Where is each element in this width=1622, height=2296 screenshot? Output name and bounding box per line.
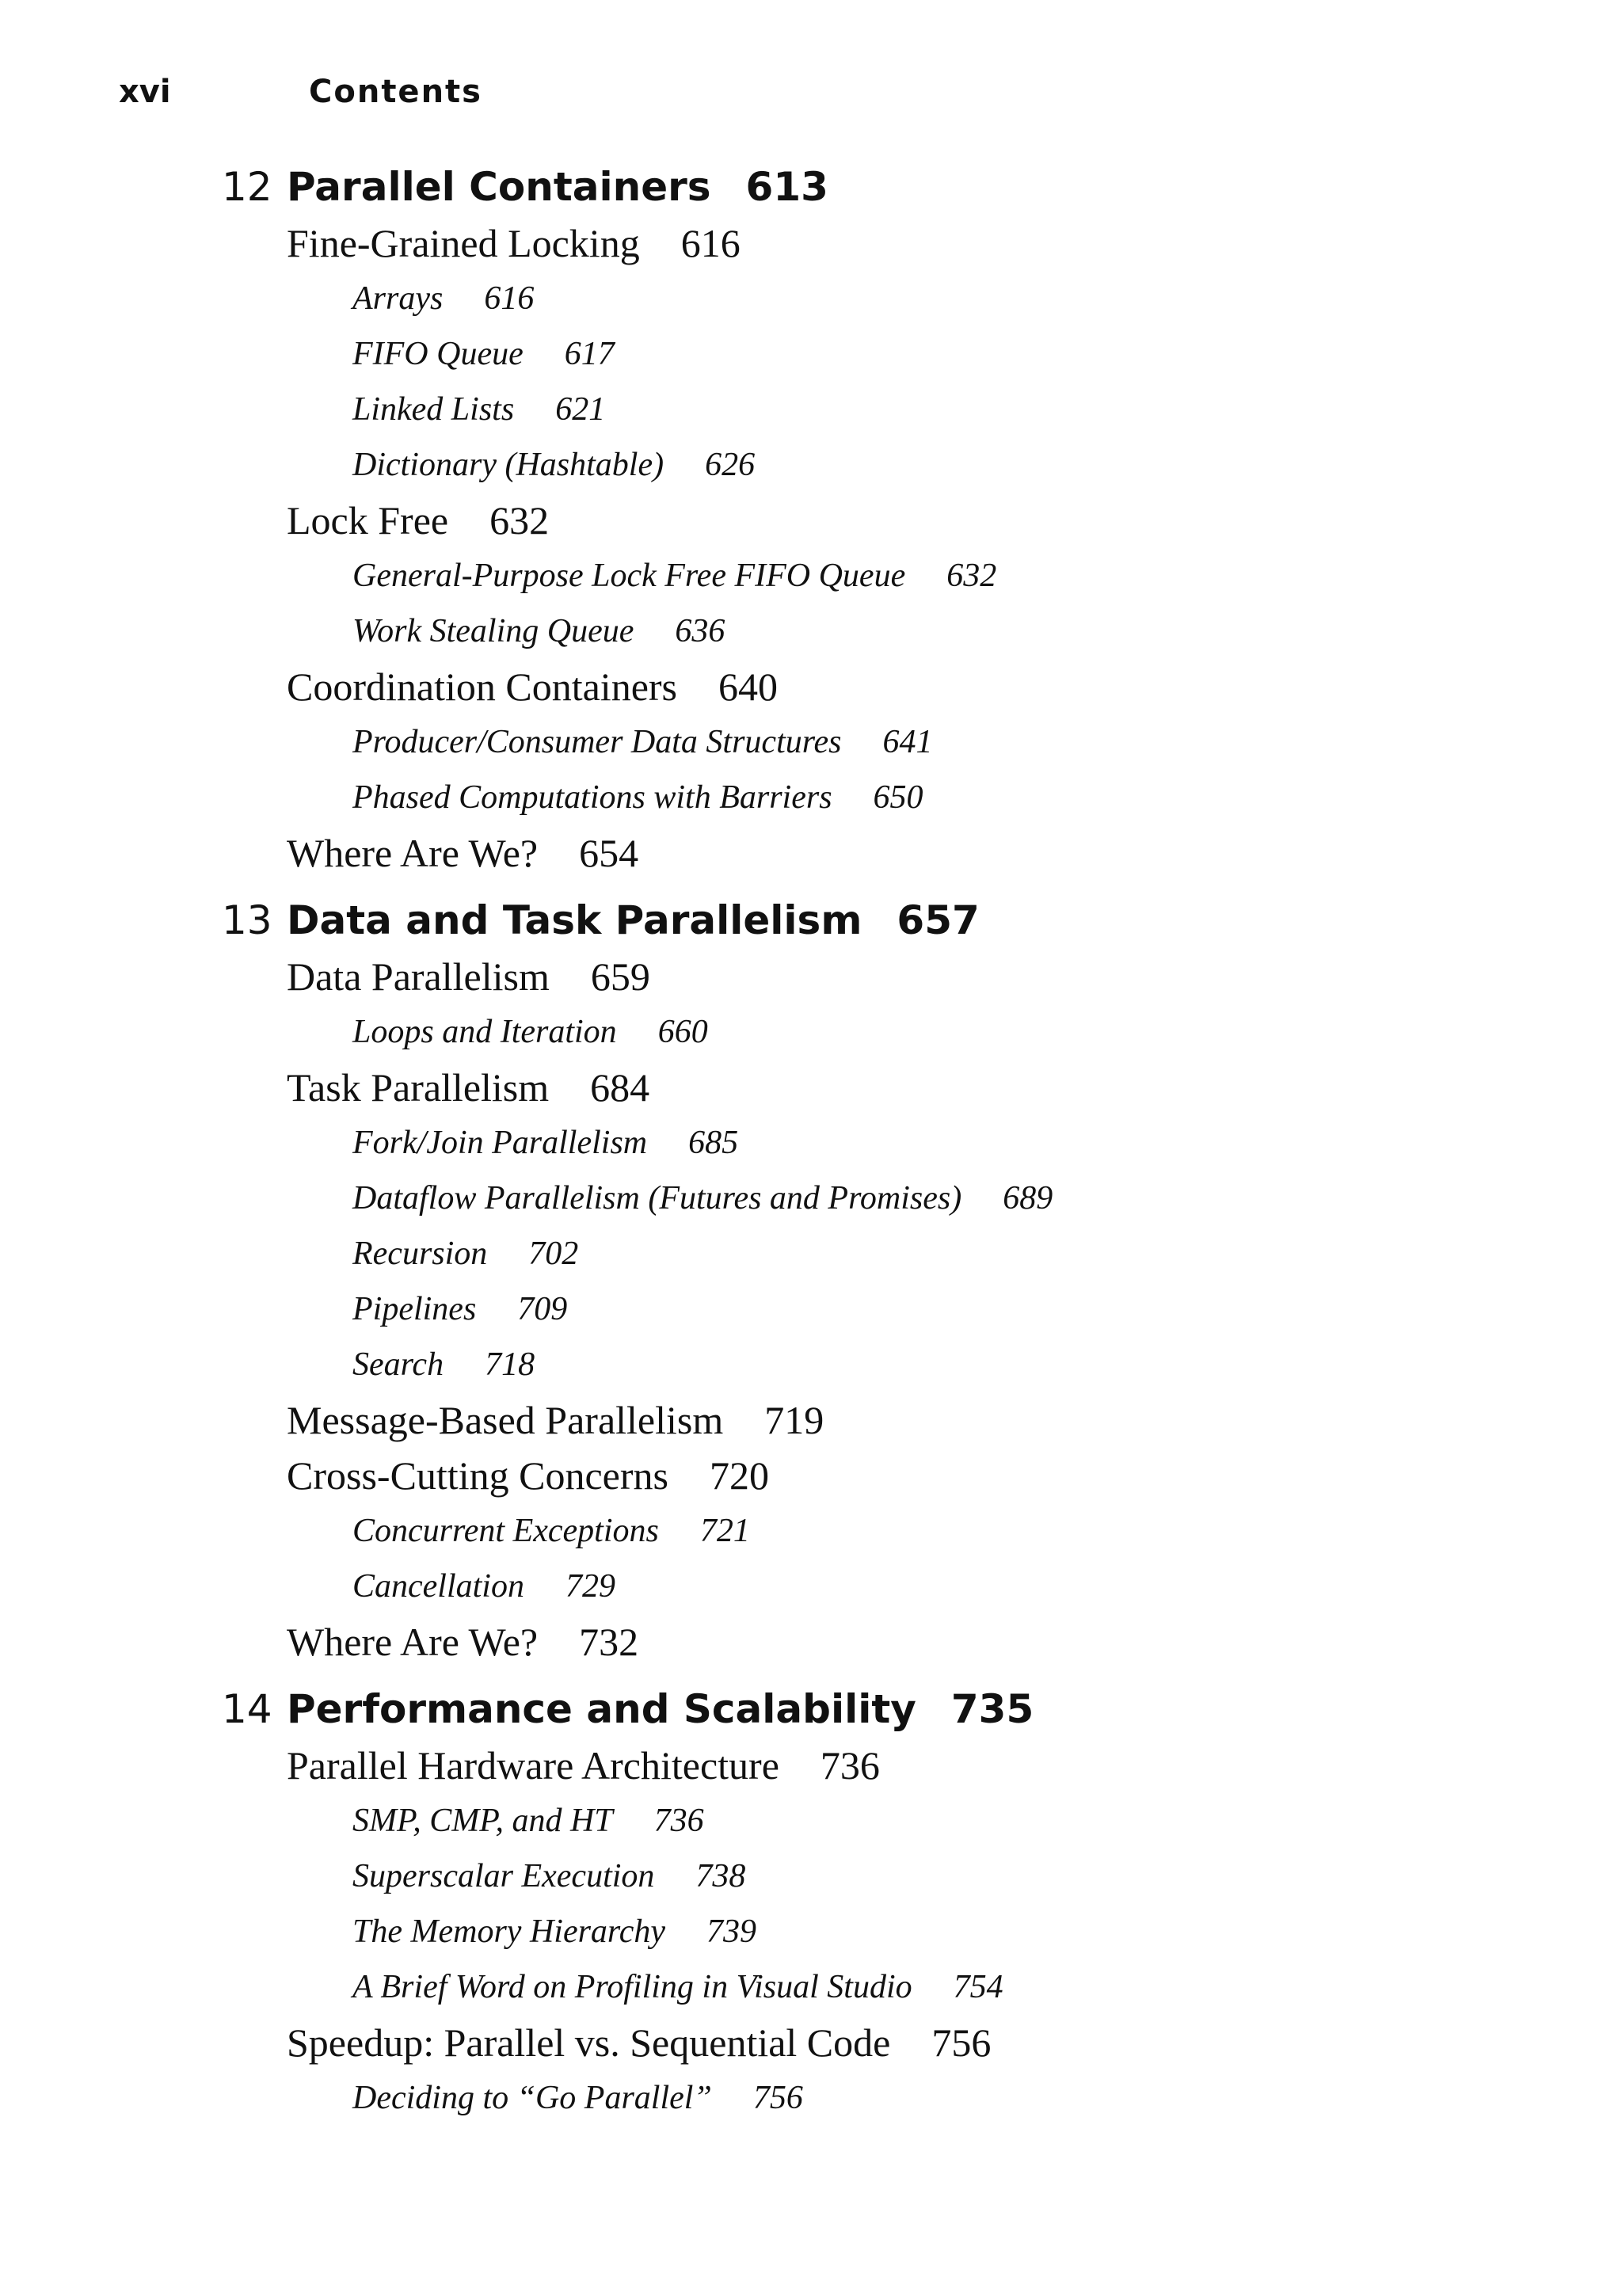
toc-section-entry <box>222 825 1489 881</box>
entry-title: Where Are We? <box>287 1620 539 1664</box>
entry-title: Parallel Hardware Architecture <box>287 1743 779 1788</box>
toc-subsection-entry <box>222 1849 1489 1904</box>
chapter-number: 12 <box>222 164 272 210</box>
toc-subsection-entry <box>222 1115 1489 1171</box>
toc-section-entry <box>222 1392 1489 1448</box>
toc-subsection-entry <box>222 1793 1489 1849</box>
entry-page-number: 754 <box>953 1969 1003 2005</box>
toc-section-entry <box>222 215 1489 271</box>
entry-title: Cancellation <box>352 1568 524 1605</box>
entry-title: Coordination Containers <box>287 664 677 709</box>
table-of-contents <box>222 158 1489 2137</box>
toc-section-entry <box>222 949 1489 1004</box>
entry-page-number: 621 <box>555 391 606 428</box>
toc-subsection-entry <box>222 714 1489 770</box>
entry-title: Speedup: Parallel vs. Sequential Code <box>287 2020 891 2065</box>
entry-title: Fine-Grained Locking <box>287 221 640 265</box>
entry-title: Recursion <box>352 1236 488 1272</box>
toc-subsection-entry <box>222 1337 1489 1392</box>
entry-title: A Brief Word on Profiling in Visual Studio <box>352 1969 912 2005</box>
entry-title: Data Parallelism <box>287 954 550 999</box>
entry-page-number: 659 <box>590 954 650 999</box>
chapter-title: Parallel Containers <box>287 164 711 210</box>
entry-page-number: 684 <box>590 1065 650 1110</box>
entry-page-number: 632 <box>946 558 997 594</box>
toc-subsection-entry <box>222 271 1489 326</box>
entry-title: Fork/Join Parallelism <box>352 1125 648 1161</box>
entry-page-number: 641 <box>882 724 933 760</box>
entry-title: Message-Based Parallelism <box>287 1398 724 1442</box>
entry-title: Work Stealing Queue <box>352 613 634 649</box>
chapter-page-number: 735 <box>950 1686 1034 1732</box>
entry-page-number: 626 <box>705 447 756 483</box>
chapter-title: Data and Task Parallelism <box>287 897 862 943</box>
toc-subsection-entry <box>222 770 1489 825</box>
toc-subsection-entry <box>222 326 1489 382</box>
entry-title: Pipelines <box>352 1291 477 1327</box>
page-folio: xvi <box>119 74 171 110</box>
chapter-heading <box>222 158 1489 215</box>
entry-page-number: 732 <box>579 1620 639 1664</box>
entry-page-number: 616 <box>484 280 535 317</box>
entry-page-number: 617 <box>564 336 615 372</box>
entry-title: General-Purpose Lock Free FIFO Queue <box>352 558 906 594</box>
entry-page-number: 632 <box>489 498 550 543</box>
entry-title: The Memory Hierarchy <box>352 1913 666 1950</box>
entry-page-number: 736 <box>820 1743 880 1788</box>
toc-subsection-entry <box>222 1559 1489 1614</box>
chapter-page-number: 613 <box>745 164 828 210</box>
toc-subsection-entry <box>222 437 1489 493</box>
entry-title: Where Are We? <box>287 831 539 875</box>
entry-page-number: 654 <box>579 831 639 875</box>
toc-section-entry <box>222 659 1489 714</box>
toc-section-entry <box>222 1448 1489 1503</box>
entry-page-number: 702 <box>528 1236 579 1272</box>
entry-title: Deciding to “Go Parallel” <box>352 2080 712 2116</box>
running-head <box>119 70 482 114</box>
entry-page-number: 736 <box>653 1803 704 1839</box>
entry-page-number: 756 <box>752 2080 803 2116</box>
entry-page-number: 720 <box>709 1453 769 1498</box>
entry-page-number: 685 <box>688 1125 739 1161</box>
entry-title: Dictionary (Hashtable) <box>352 447 664 483</box>
entry-page-number: 719 <box>764 1398 824 1442</box>
toc-subsection-entry <box>222 1004 1489 1060</box>
entry-title: Cross-Cutting Concerns <box>287 1453 668 1498</box>
toc-subsection-entry <box>222 382 1489 437</box>
toc-chapter <box>222 158 1489 881</box>
entry-title: Task Parallelism <box>287 1065 550 1110</box>
toc-subsection-entry <box>222 1959 1489 2015</box>
chapter-title: Performance and Scalability <box>287 1686 916 1732</box>
chapter-number: 13 <box>222 897 272 943</box>
toc-chapter <box>222 1681 1489 2126</box>
running-head-title: Contents <box>309 74 482 110</box>
toc-section-entry <box>222 493 1489 548</box>
chapter-heading <box>222 892 1489 949</box>
entry-title: Dataflow Parallelism (Futures and Promises) <box>352 1180 962 1217</box>
toc-section-entry <box>222 2015 1489 2070</box>
entry-page-number: 709 <box>517 1291 568 1327</box>
entry-title: Search <box>352 1346 444 1383</box>
entry-page-number: 739 <box>706 1913 757 1950</box>
chapter-number: 14 <box>222 1686 272 1732</box>
entry-page-number: 640 <box>718 664 778 709</box>
entry-title: Lock Free <box>287 498 449 543</box>
entry-title: Phased Computations with Barriers <box>352 779 832 816</box>
toc-chapter <box>222 892 1489 1670</box>
toc-section-entry <box>222 1614 1489 1670</box>
entry-page-number: 616 <box>680 221 741 265</box>
chapter-page-number: 657 <box>897 897 980 943</box>
toc-subsection-entry <box>222 2070 1489 2126</box>
toc-subsection-entry <box>222 1226 1489 1281</box>
entry-title: Superscalar Execution <box>352 1858 655 1894</box>
entry-page-number: 738 <box>695 1858 746 1894</box>
toc-subsection-entry <box>222 1503 1489 1559</box>
entry-title: Loops and Iteration <box>352 1014 617 1050</box>
entry-title: Concurrent Exceptions <box>352 1513 659 1549</box>
entry-page-number: 729 <box>565 1568 615 1605</box>
entry-title: Linked Lists <box>352 391 515 428</box>
entry-page-number: 721 <box>699 1513 750 1549</box>
entry-title: SMP, CMP, and HT <box>352 1803 613 1839</box>
entry-title: FIFO Queue <box>352 336 524 372</box>
toc-subsection-entry <box>222 604 1489 659</box>
entry-page-number: 650 <box>873 779 923 816</box>
toc-section-entry <box>222 1738 1489 1793</box>
entry-page-number: 660 <box>657 1014 708 1050</box>
entry-page-number: 689 <box>1003 1180 1053 1217</box>
toc-subsection-entry <box>222 1281 1489 1337</box>
toc-section-entry <box>222 1060 1489 1115</box>
entry-title: Producer/Consumer Data Structures <box>352 724 842 760</box>
entry-title: Arrays <box>352 280 444 317</box>
entry-page-number: 718 <box>485 1346 535 1383</box>
toc-subsection-entry <box>222 1904 1489 1959</box>
chapter-heading <box>222 1681 1489 1738</box>
toc-subsection-entry <box>222 548 1489 604</box>
toc-subsection-entry <box>222 1171 1489 1226</box>
entry-page-number: 756 <box>931 2020 992 2065</box>
entry-page-number: 636 <box>675 613 725 649</box>
